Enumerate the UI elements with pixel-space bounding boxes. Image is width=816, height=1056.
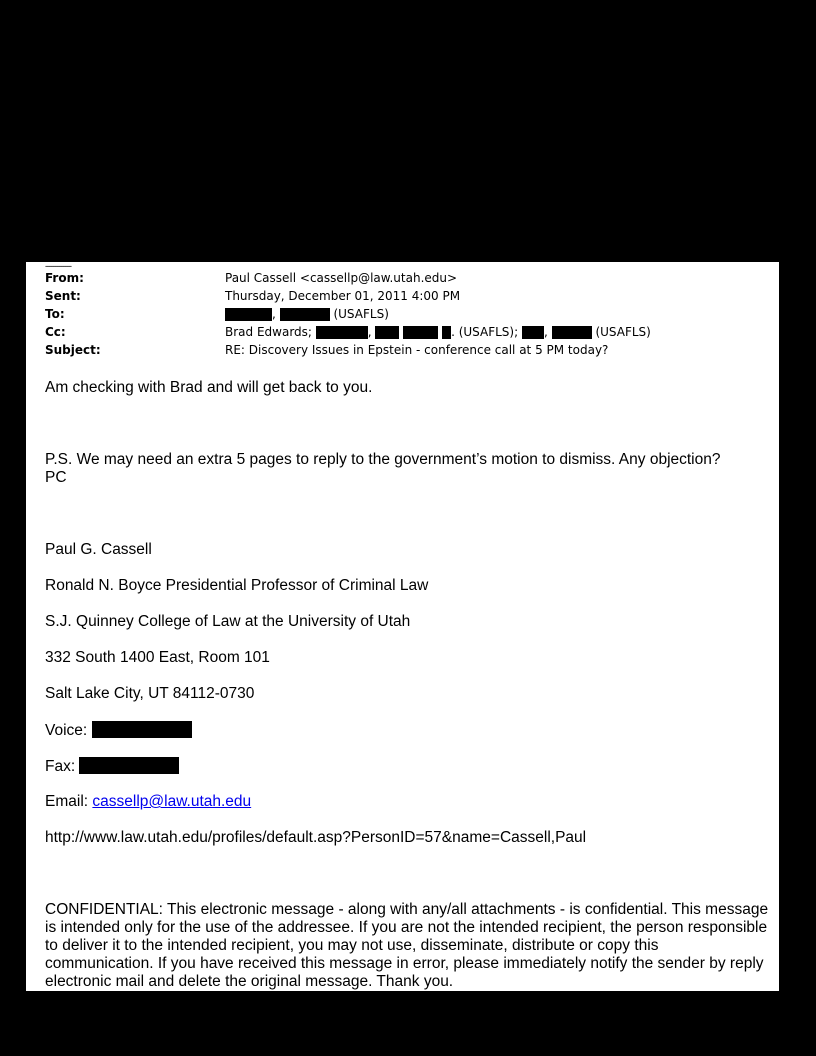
redaction-box	[375, 326, 399, 339]
email-link[interactable]: cassellp@law.utah.edu	[92, 793, 252, 810]
redaction-box	[92, 721, 192, 738]
email-page	[26, 262, 779, 991]
profile-url: http://www.law.utah.edu/profiles/default.asp?PersonID=57&name=Cassell,Paul	[45, 829, 587, 846]
signature-address2: Salt Lake City, UT 84112-0730	[45, 685, 255, 702]
redaction-box	[522, 326, 544, 339]
redaction-box	[316, 326, 368, 339]
sent-label: Sent:	[45, 289, 81, 303]
redaction-box	[280, 308, 330, 321]
redaction-box	[225, 308, 272, 321]
header-separator: -------------	[45, 262, 71, 271]
from-value: Paul Cassell <cassellp@law.utah.edu>	[225, 271, 458, 285]
cc-prefix: Brad Edwards;	[225, 325, 312, 339]
subject-value: RE: Discovery Issues in Epstein - conference call at 5 PM today?	[225, 343, 609, 357]
cc-value: Brad Edwards; , . (USAFLS); , (USAFLS)	[225, 325, 651, 339]
redaction-box	[552, 326, 592, 339]
signature-title: Ronald N. Boyce Presidential Professor of Criminal Law	[45, 577, 429, 594]
sent-value: Thursday, December 01, 2011 4:00 PM	[225, 289, 461, 303]
to-value: , (USAFLS)	[225, 305, 389, 323]
subject-label: Subject:	[45, 343, 101, 357]
redaction-box	[442, 326, 451, 339]
ps-signoff: PC	[45, 469, 67, 486]
signature-school: S.J. Quinney College of Law at the University of Utah	[45, 613, 411, 630]
cc-mid-suffix: . (USAFLS);	[451, 325, 519, 339]
from-label: From:	[45, 271, 84, 285]
signature-address1: 332 South 1400 East, Room 101	[45, 649, 270, 666]
cc-end-suffix: (USAFLS)	[595, 325, 651, 339]
ps-text: P.S. We may need an extra 5 pages to reply to the government’s motion to dismiss. Any objection?	[45, 451, 721, 468]
cc-label: Cc:	[45, 325, 66, 339]
signature-name: Paul G. Cassell	[45, 541, 152, 558]
voice-row	[45, 721, 192, 740]
to-suffix: (USAFLS)	[333, 307, 389, 321]
email-row	[45, 793, 251, 811]
confidential-notice: CONFIDENTIAL: This electronic message - along with any/all attachments - is confidential. This message is intended only for the use of the addressee. If you are not the intended recipient, the person responsible to deliver it to the intended recipient, you may not use, disseminate, distribute or copy this communication. If you have received this message in error, please immediately notify the sender by reply electronic mail and delete the original message. Thank you.	[45, 901, 769, 990]
redaction-box	[403, 326, 438, 339]
fax-label: Fax:	[45, 758, 76, 775]
body-line: Am checking with Brad and will get back to you.	[45, 379, 373, 396]
voice-label: Voice:	[45, 722, 88, 739]
to-label: To:	[45, 307, 65, 321]
email-label: Email:	[45, 793, 89, 810]
fax-row	[45, 757, 179, 776]
redaction-box	[79, 757, 179, 774]
